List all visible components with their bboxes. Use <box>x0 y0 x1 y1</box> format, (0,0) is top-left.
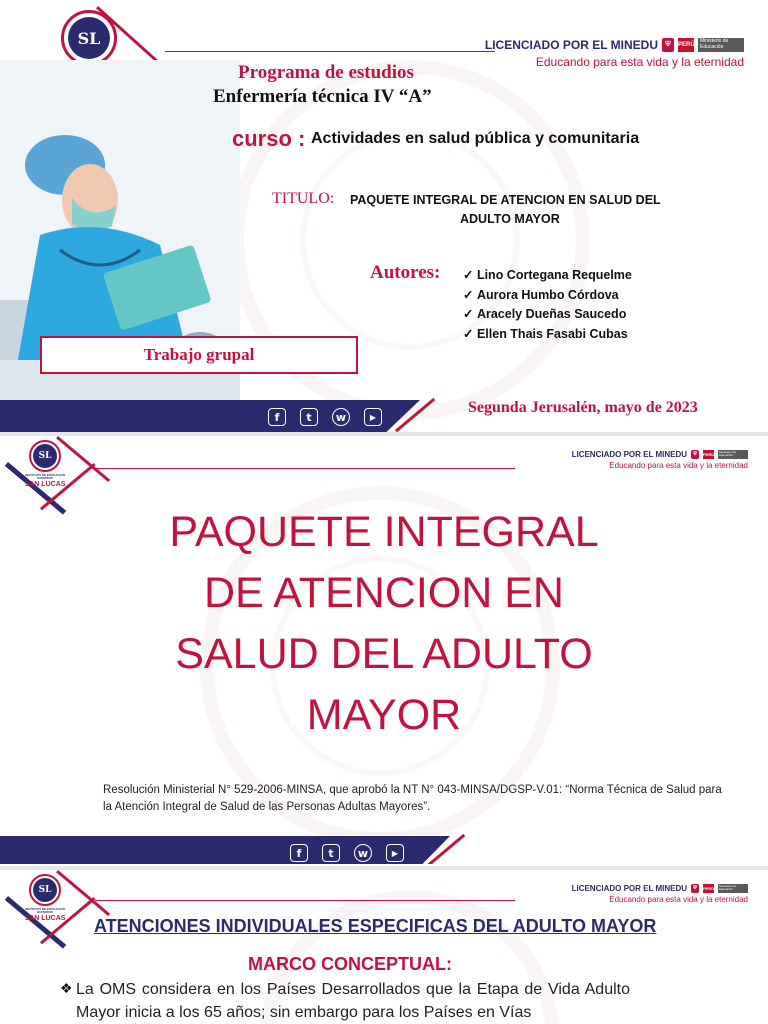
minedu-badge <box>560 884 748 904</box>
twitter-icon[interactable]: t <box>322 844 340 862</box>
author-item: ✓ Aurora Humbo Córdova <box>463 286 632 306</box>
date-location: Segunda Jerusalén, mayo de 2023 <box>468 399 698 416</box>
minedu-ministry: Ministerio de Educación <box>718 450 748 459</box>
youtube-icon[interactable]: ▶ <box>386 844 404 862</box>
logo-subtitle: INSTITUTO DE EDUCACIÓN SUPERIOR <box>25 907 65 915</box>
main-title-line: SALUD DEL ADULTO <box>175 630 593 678</box>
header-rule <box>165 51 495 52</box>
section-heading: ATENCIONES INDIVIDUALES ESPECIFICAS DEL ADULTO MAYOR <box>94 916 657 936</box>
minedu-slogan: Educando para esta vida y la eternidad <box>609 895 748 904</box>
logo-emblem <box>29 440 61 472</box>
logo-name: SAN LUCAS <box>24 914 66 922</box>
program-label: Programa de estudios <box>238 62 414 83</box>
minedu-ministry: Ministerio de Educación <box>718 884 748 893</box>
shield-icon: ⛨ <box>662 38 674 52</box>
group-work-box: Trabajo grupal <box>40 336 358 374</box>
course-label: curso : <box>232 126 306 151</box>
twitter-icon[interactable]: t <box>300 408 318 426</box>
whatsapp-icon[interactable]: w <box>332 408 350 426</box>
institute-logo <box>22 440 68 488</box>
logo-initials: SL <box>68 17 110 59</box>
logo-emblem <box>61 10 117 66</box>
main-title <box>120 502 648 746</box>
minedu-badge <box>480 38 744 69</box>
facebook-icon[interactable]: f <box>268 408 286 426</box>
institute-logo <box>22 874 68 922</box>
shield-icon: ⛨ <box>691 884 699 893</box>
author-item: ✓ Aracely Dueñas Saucedo <box>463 305 632 325</box>
title-line-1: PAQUETE INTEGRAL DE ATENCION EN SALUD DEL <box>350 193 661 207</box>
minedu-badge <box>560 450 748 470</box>
minedu-peru: PERÚ <box>678 38 694 52</box>
slide-title <box>0 432 768 864</box>
logo-initials: SL <box>33 878 57 902</box>
logo-subtitle: INSTITUTO DE EDUCACIÓN SUPERIOR <box>25 473 65 481</box>
logo-initials: SL <box>33 444 57 468</box>
authors-list <box>463 266 632 344</box>
logo-name: SAN LUCAS <box>24 480 66 488</box>
minedu-peru: PERÚ <box>703 886 715 891</box>
main-title-line: MAYOR <box>306 691 462 739</box>
course-value: Actividades en salud pública y comunitaria <box>311 130 640 147</box>
program-name: Enfermería técnica IV “A” <box>213 86 432 107</box>
minedu-title: LICENCIADO POR EL MINEDU <box>571 884 687 893</box>
author-item: ✓ Lino Cortegana Requelme <box>463 266 632 286</box>
social-links <box>290 844 404 862</box>
minedu-slogan: Educando para esta vida y la eternidad <box>535 55 744 69</box>
slide-content <box>0 866 768 1024</box>
diamond-bullet-icon: ❖ <box>60 980 73 996</box>
resolution-text: Resolución Ministerial N° 529-2006-MINSA, que aprobó la NT N° 043-MINSA/DGSP-V.01: “Norma Técnica de Salud para la Atención Integral de Salud de las Personas Adultas Mayores”. <box>103 784 722 813</box>
whatsapp-icon[interactable]: w <box>354 844 372 862</box>
minedu-ministry: Ministerio de Educación <box>698 38 744 52</box>
youtube-icon[interactable]: ▶ <box>364 408 382 426</box>
minedu-slogan: Educando para esta vida y la eternidad <box>609 461 748 470</box>
body-paragraph: La OMS considera en los Países Desarrollados que la Etapa de Vida Adulto Mayor inicia a los 65 años; sin embargo para los Países en Vías <box>76 981 630 1021</box>
section-subheading: MARCO CONCEPTUAL: <box>248 954 452 974</box>
main-title-line: PAQUETE INTEGRAL <box>169 508 599 556</box>
facebook-icon[interactable]: f <box>290 844 308 862</box>
author-item: ✓ Ellen Thais Fasabi Cubas <box>463 325 632 345</box>
minedu-title: LICENCIADO POR EL MINEDU <box>484 38 658 52</box>
authors-label: Autores: <box>370 262 441 283</box>
header-rule <box>95 900 515 901</box>
title-label: TITULO: <box>272 190 335 207</box>
slide-cover <box>0 0 768 432</box>
main-title-line: DE ATENCION EN <box>204 569 564 617</box>
minedu-peru: PERÚ <box>703 452 715 457</box>
minedu-title: LICENCIADO POR EL MINEDU <box>571 450 687 459</box>
title-line-2: ADULTO MAYOR <box>460 212 560 226</box>
social-links <box>268 408 382 426</box>
logo-emblem <box>29 874 61 906</box>
header-rule <box>95 468 515 469</box>
shield-icon: ⛨ <box>691 450 699 459</box>
